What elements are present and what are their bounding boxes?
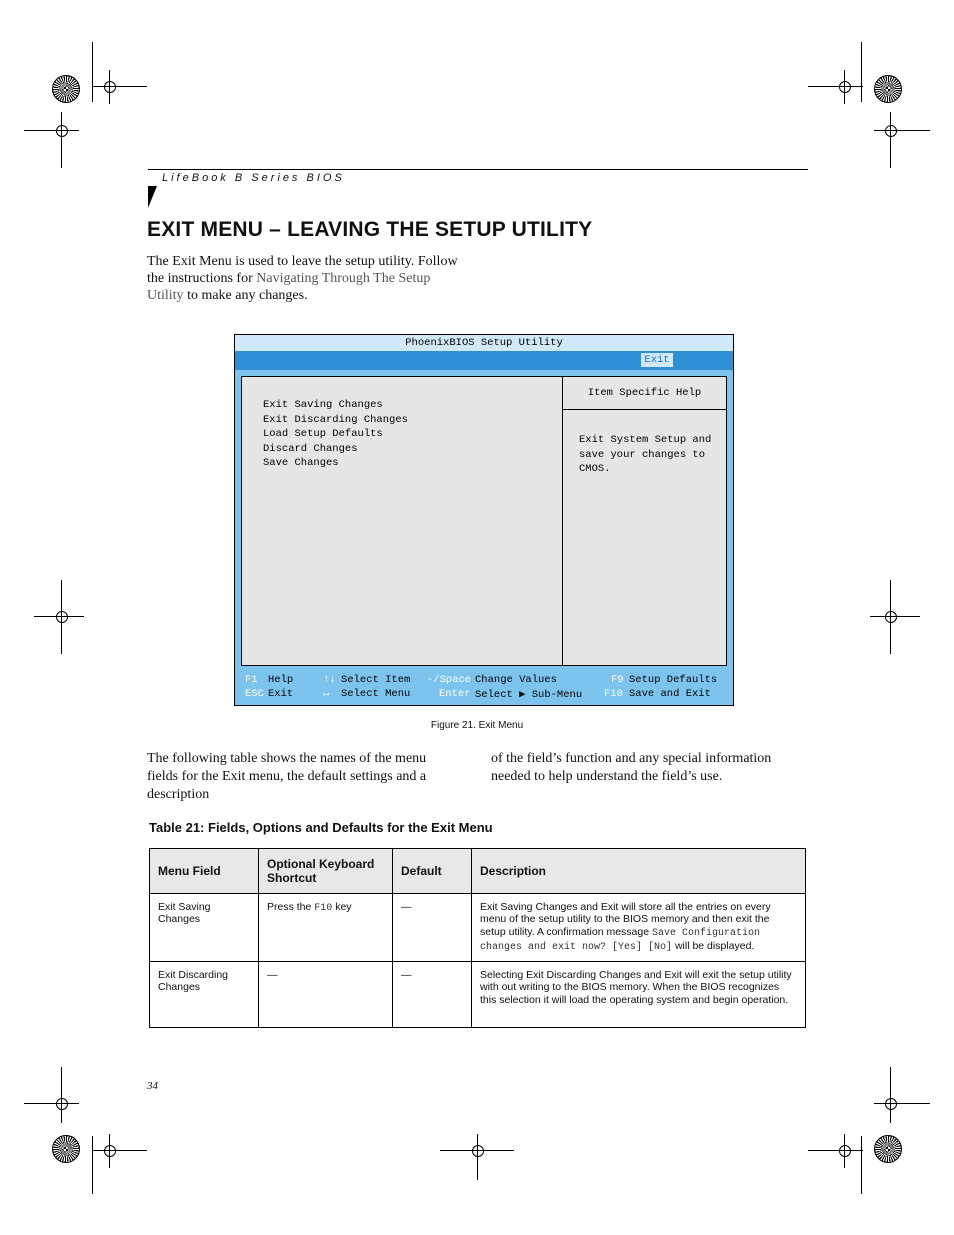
table-row: [150, 894, 806, 962]
menu-tab-exit[interactable]: Exit: [641, 353, 673, 367]
shortcut-text-end: key: [332, 901, 352, 913]
crop-line: [24, 1103, 79, 1104]
body-paragraph-left: The following table shows the names of the menu fields for the Exit menu, the default settings and a description: [147, 751, 427, 802]
description-text-end: will be displayed.: [672, 939, 755, 952]
body-paragraph-right: of the field’s function and any special information needed to help understand the field’s use.: [491, 751, 772, 784]
intro-text-end: to make any changes.: [183, 288, 308, 303]
shortcut-key: F10: [314, 903, 333, 914]
intro-paragraph: [147, 253, 467, 304]
crop-mark-bottom-right-a: [874, 1087, 908, 1121]
crop-line: [861, 1136, 862, 1194]
crop-line: [890, 1067, 891, 1123]
registration-star-bottom-right: [874, 1135, 902, 1163]
crop-line: [808, 1150, 863, 1151]
crop-mark-mid-right: [874, 600, 908, 634]
crop-line: [61, 580, 62, 654]
crop-mark-mid-left: [45, 600, 79, 634]
header-marker: [148, 186, 157, 208]
crop-mark-bottom-left-a: [45, 1087, 79, 1121]
key-leftright-label: Select Menu: [341, 688, 411, 700]
crop-line: [34, 616, 84, 617]
registration-star-bottom-left: [52, 1135, 80, 1163]
crop-line: [24, 130, 79, 131]
key-updown-label: Select Item: [341, 674, 411, 686]
key-space-label: Change Values: [475, 674, 557, 686]
registration-star-top-right: [874, 75, 902, 103]
key-leftright: ↔: [323, 688, 330, 700]
intro-text: The Exit Menu is used to leave the setup utility. Follow the instructions for: [147, 254, 458, 286]
description-text: Exit Saving Changes and Exit will store all the entries on every menu of the setup utility to the BIOS memory and then exit the setup utility. A confirmation message: [480, 901, 771, 938]
help-line: CMOS.: [579, 463, 611, 475]
key-f10: F10: [604, 688, 623, 700]
crop-line: [92, 1150, 147, 1151]
crop-line: [890, 112, 891, 168]
crop-line: [878, 1103, 930, 1104]
crop-line: [878, 130, 930, 131]
crop-line: [92, 42, 93, 102]
crop-mark-top-left-a: [93, 70, 127, 104]
table-row: [150, 962, 806, 1028]
crop-line: [870, 616, 920, 617]
crop-mark-bottom-right-b: [828, 1134, 862, 1168]
crop-line: [808, 86, 863, 87]
help-line: Exit System Setup and: [579, 434, 712, 446]
shortcut-text: Press the: [267, 901, 315, 913]
cell-field: Exit Saving Changes: [150, 894, 259, 962]
menu-item-exit-discarding[interactable]: Exit Discarding Changes: [263, 413, 408, 426]
running-header: LifeBook B Series BIOS: [162, 172, 345, 184]
cell-field: Exit Discarding Changes: [150, 962, 259, 1028]
crop-line: [861, 42, 862, 102]
crop-line: [92, 86, 147, 87]
page-number: 34: [147, 1080, 158, 1092]
crop-line: [477, 1150, 478, 1180]
bios-panel: [241, 376, 727, 666]
crop-mark-top-right-a: [828, 70, 862, 104]
col-header-shortcut: Optional Keyboard Shortcut: [259, 849, 393, 894]
menu-item-discard-changes[interactable]: Discard Changes: [263, 442, 358, 455]
cell-shortcut: [259, 894, 393, 962]
cell-description: Selecting Exit Discarding Changes and Exit will exit the setup utility with out writing to the BIOS memory. When the BIOS recognizes this selection it will load the operating system and begin operation.: [472, 962, 806, 1028]
figure-caption: Figure 21. Exit Menu: [430, 720, 524, 731]
table-header-row: [150, 849, 806, 894]
help-line: save your changes to: [579, 448, 706, 461]
exit-menu-table: [149, 848, 806, 1028]
key-f9: F9: [611, 674, 624, 686]
crop-line: [92, 1136, 93, 1194]
key-updown: ↑↓: [323, 674, 336, 686]
cell-description: [472, 894, 806, 962]
cell-default: —: [393, 894, 472, 962]
cell-shortcut: —: [259, 962, 393, 1028]
col-header-default: Default: [393, 849, 472, 894]
col-header-description: Description: [472, 849, 806, 894]
menu-item-exit-saving[interactable]: Exit Saving Changes: [263, 399, 383, 411]
crop-line: [61, 1067, 62, 1123]
key-space: -/Space: [427, 674, 472, 686]
crop-line: [61, 112, 62, 168]
navigating-link[interactable]: Navigating Through The Setup Utility: [147, 271, 431, 303]
help-separator: [562, 409, 726, 410]
key-f10-label: Save and Exit: [629, 688, 711, 700]
crop-mark-top-left-b: [45, 114, 79, 148]
bios-footer: [235, 671, 733, 705]
header-rule: [148, 169, 808, 170]
menu-item-load-defaults[interactable]: Load Setup Defaults: [263, 428, 383, 440]
crop-mark-top-right-b: [874, 114, 908, 148]
key-esc-label: Exit: [268, 688, 294, 700]
key-f1: F1: [245, 674, 258, 686]
crop-mark-bottom-center: [461, 1134, 495, 1168]
help-text: [579, 433, 711, 477]
help-title: Item Specific Help: [587, 387, 702, 399]
bios-screen: [234, 334, 734, 706]
key-f9-label: Setup Defaults: [629, 674, 718, 686]
key-enter-label: Select ▶ Sub-Menu: [475, 689, 583, 701]
col-header-menu-field: Menu Field: [150, 849, 259, 894]
panel-divider: [562, 377, 563, 665]
bios-title: PhoenixBIOS Setup Utility: [235, 335, 733, 351]
crop-mark-bottom-left-b: [93, 1134, 127, 1168]
confirmation-message: Save Configuration changes and exit now? [Yes] [No]: [480, 927, 761, 953]
key-enter: Enter: [439, 688, 471, 700]
bios-menu-items: [263, 398, 408, 471]
key-f1-label: Help: [268, 674, 294, 686]
page-title: EXIT MENU – LEAVING THE SETUP UTILITY: [147, 218, 593, 241]
table-title: Table 21: Fields, Options and Defaults for the Exit Menu: [149, 820, 493, 835]
crop-line: [890, 580, 891, 654]
cell-default: —: [393, 962, 472, 1028]
registration-star-top-left: [52, 75, 80, 103]
key-esc: ESC: [245, 688, 264, 700]
menu-item-save-changes[interactable]: Save Changes: [263, 457, 339, 469]
